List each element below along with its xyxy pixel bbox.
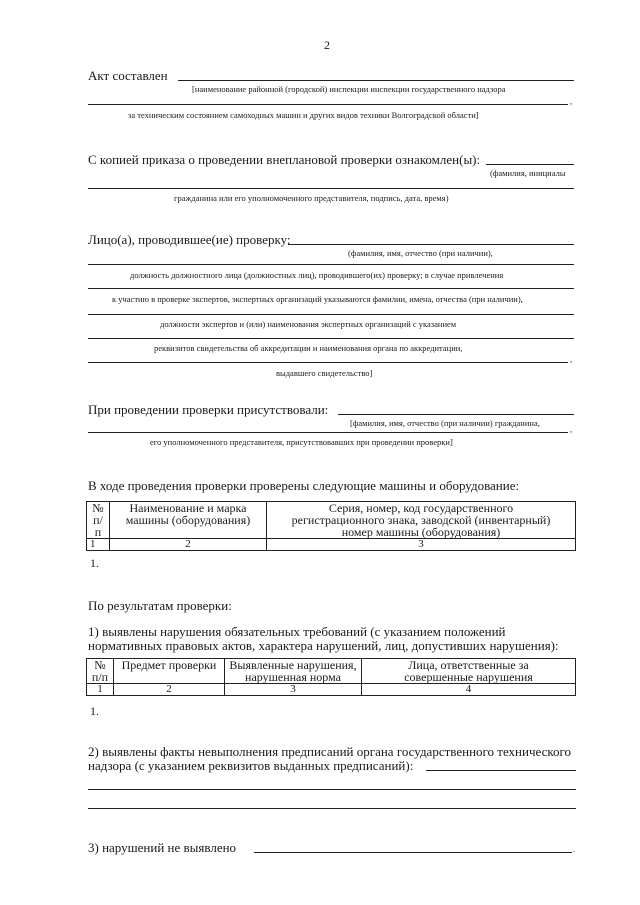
machines-col-number: № п/п [87,502,110,539]
inspectors-hint-6: выдавшего свидетельство] [276,368,373,378]
results-p3-line[interactable] [254,852,572,853]
inspectors-line-2[interactable] [88,264,574,265]
machines-num-1: 1 [87,539,110,551]
inspectors-hint-5: реквизитов свидетельства об аккредитации и наименования органа по аккредитации, [154,343,463,353]
violations-num-3: 3 [225,684,362,696]
act-line-2[interactable] [88,104,568,105]
inspectors-line-6[interactable] [88,362,568,363]
machines-item-1: 1. [90,556,99,570]
act-line-1[interactable] [178,80,574,81]
act-hint-1: [наименование районной (городской) инспекции инспекции государственного надзора [192,84,506,94]
comma-mark: , [570,96,573,106]
machines-num-3: 3 [267,539,576,551]
violations-table [86,658,576,696]
results-heading: По результатам проверки: [88,598,232,613]
inspectors-hint-2: должность должностного лица (должностных лиц), проводившего(их) проверку; в случае привлечения [130,270,504,280]
inspectors-hint-3: к участию в проверке экспертов, экспертных организаций указываются фамилии, имена, отчества (при наличии), [112,294,523,304]
order-copy-hint-1: (фамилия, инициалы [490,168,566,178]
inspectors-hint-4: должности экспертов и (или) наименования экспертных организаций с указанием [160,319,457,329]
present-hint-1: [фамилия, имя, отчество (при наличии) гражданина, [350,418,540,428]
results-p2-line-1[interactable] [426,770,576,771]
page-number: 2 [324,38,330,52]
inspectors-line-4[interactable] [88,314,574,315]
violations-col-violations-line1: Выявленные нарушения, [229,658,357,672]
order-copy-label: С копией приказа о проведении внеплановой проверки ознакомлен(ы): [88,152,481,167]
inspectors-line-5[interactable] [88,338,574,339]
machines-col-serial-line2: регистрационного знака, заводской (инвентарный) [291,513,551,527]
order-copy-line-1[interactable] [486,164,574,165]
violations-col-responsible [362,659,576,684]
machines-table [86,501,576,551]
machines-col-name-line1: Наименование и марка [129,501,247,515]
order-copy-hint-2: гражданина или его уполномоченного представителя, подпись, дата, время) [174,193,449,203]
machines-num-2: 2 [110,539,267,551]
inspectors-hint-1: (фамилия, имя, отчество (при наличии), [348,248,493,258]
machines-col-name-line2: машины (оборудования) [125,513,251,527]
violations-item-1: 1. [90,704,99,718]
inspectors-line-1[interactable] [288,244,574,245]
violations-num-2: 2 [114,684,225,696]
inspectors-line-3[interactable] [88,288,574,289]
order-copy-line-2[interactable] [88,188,574,189]
violations-col-subject: Предмет проверки [114,659,225,684]
violations-col-responsible-line1: Лица, ответственные за [408,658,529,672]
violations-col-number: № п/п [87,659,114,684]
violations-num-4: 4 [362,684,576,696]
violations-col-violations [225,659,362,684]
results-p2-line2: надзора (с указанием реквизитов выданных предписаний): [88,758,414,773]
violations-col-responsible-line2: совершенные нарушения [404,670,533,684]
violations-num-1: 1 [87,684,114,696]
machines-col-name [110,502,267,539]
results-p2-line1: 2) выявлены факты невыполнения предписаний органа государственного технического [88,744,572,759]
machines-col-serial-line1: Серия, номер, код государственного [328,501,514,515]
period-mark: . [573,844,576,854]
present-hint-2: его уполномоченного представителя, присутствовавших при проведении проверки] [150,437,453,447]
violations-col-violations-line2: нарушенная норма [245,670,341,684]
machines-col-serial-line3: номер машины (оборудования) [341,525,501,539]
act-label: Акт составлен [88,68,168,83]
present-line-2[interactable] [88,432,568,433]
act-hint-2: за техническим состоянием самоходных машин и других видов техники Волгоградской области] [128,110,479,120]
present-label: При проведении проверки присутствовали: [88,402,329,417]
present-line-1[interactable] [338,414,574,415]
comma-mark: , [570,424,573,434]
inspectors-label: Лицо(а), проводившее(ие) проверку: [88,232,291,247]
results-p1-line1: 1) выявлены нарушения обязательных требований (с указанием положений [88,624,506,639]
comma-mark: , [570,354,573,364]
machines-heading: В ходе проведения проверки проверены следующие машины и оборудование: [88,478,520,493]
results-p2-line-3[interactable] [88,808,576,809]
results-p3: 3) нарушений не выявлено [88,840,237,855]
results-p1-line2: нормативных правовых актов, характера нарушений, лиц, допустивших нарушения): [88,638,559,653]
machines-col-serial [267,502,576,539]
results-p2-line-2[interactable] [88,789,576,790]
